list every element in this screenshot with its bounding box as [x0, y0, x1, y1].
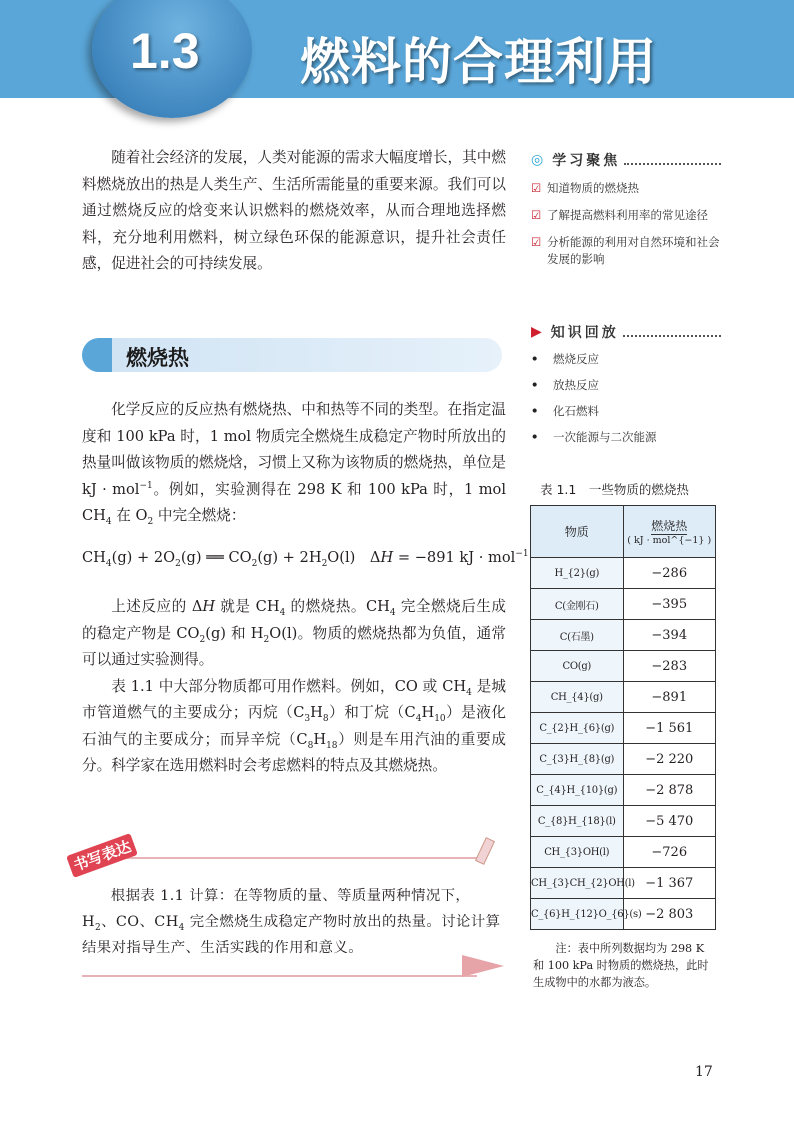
table-row: [531, 868, 716, 899]
chapter-title: 燃料的合理利用: [300, 33, 657, 91]
writing-prompt: [82, 883, 502, 961]
table-row: [531, 558, 716, 589]
column-header-heat: [623, 506, 716, 558]
table-row: [531, 899, 716, 930]
bullet-icon: •: [531, 404, 539, 418]
substance-cell: CO(g): [531, 651, 624, 682]
focus-item: 分析能源的利用对自然环境和社会发展的影响: [547, 235, 720, 266]
table-row: [531, 806, 716, 837]
table-caption: 表 1.1 一些物质的燃烧热: [540, 482, 689, 497]
arrow-icon: [462, 955, 504, 977]
table-row: [531, 744, 716, 775]
review-item: 化石燃料: [553, 404, 599, 418]
knowledge-review: [531, 322, 721, 446]
body-paragraph-1: [82, 397, 506, 530]
section-heading-bar: [82, 338, 502, 372]
table-row: [531, 682, 716, 713]
table-row: [531, 837, 716, 868]
bullet-icon: •: [531, 378, 539, 392]
table-row: [531, 775, 716, 806]
learning-focus: [531, 150, 721, 268]
heat-header-label: 燃烧热: [651, 519, 688, 533]
heat-value-cell: −726: [623, 837, 716, 868]
focus-icon: ◎: [531, 152, 547, 168]
substance-cell: C_{4}H_{10}(g): [531, 775, 624, 806]
substance-cell: C_{2}H_{6}(g): [531, 713, 624, 744]
substance-cell: CH_{4}(g): [531, 682, 624, 713]
bullet-icon: •: [531, 430, 539, 444]
intro-paragraph: [82, 145, 506, 278]
substance-cell: C_{8}H_{18}(l): [531, 806, 624, 837]
substance-cell: C_{3}H_{8}(g): [531, 744, 624, 775]
writing-text: 根据表 1.1 计算：在等物质的量、等质量两种情况下，$H_2$、CO、$CH_4$ 完全燃烧生成稳定产物时放出的热量。讨论计算结果对指导生产、生活实践的作用和意义。: [82, 888, 501, 956]
checkbox-icon: ☑: [531, 208, 542, 222]
focus-item: 知道物质的燃烧热: [547, 181, 639, 195]
body1-text: 化学反应的反应热有燃烧热、中和热等不同的类型。在指定温度和 100 kPa 时，1 mol 物质完全燃烧生成稳定产物时所放出的热量叫做该物质的燃烧焓，习惯上又称为该物质的燃烧热，单位是 kJ · mol$^{-1}$。例如，实验测得在 298 K 和 100 kPa 时，1 mol $CH_4$ 在 $O_2$ 中完全燃烧：: [82, 401, 506, 527]
writing-top-line: [120, 857, 480, 859]
heat-value-cell: −286: [623, 558, 716, 589]
heat-value-cell: −5 470: [623, 806, 716, 837]
substance-cell: H_{2}(g): [531, 558, 624, 589]
table-row: [531, 589, 716, 620]
table-row: [531, 713, 716, 744]
review-item: 一次能源与二次能源: [553, 430, 657, 444]
heat-header-unit: ( kJ · mol^{−1} ): [627, 535, 712, 546]
table-row: [531, 651, 716, 682]
review-item: 燃烧反应: [553, 352, 599, 366]
table-row: [531, 620, 716, 651]
writing-bottom-line: [82, 975, 477, 977]
column-header-substance: 物质: [531, 506, 624, 558]
substance-cell: C_{6}H_{12}O_{6}(s): [531, 899, 624, 930]
page-number: 17: [695, 1064, 713, 1080]
substance-cell: CH_{3}OH(l): [531, 837, 624, 868]
heat-value-cell: −395: [623, 589, 716, 620]
chapter-number: 1.3: [130, 23, 200, 79]
writing-label: 书写表达: [66, 833, 138, 878]
bullet-icon: •: [531, 352, 539, 366]
substance-cell: CH_{3}CH_{2}OH(l): [531, 868, 624, 899]
heat-value-cell: −283: [623, 651, 716, 682]
heat-value-cell: −2 878: [623, 775, 716, 806]
substance-cell: C(石墨): [531, 620, 624, 651]
body-paragraph-2: [82, 594, 506, 780]
heat-value-cell: −1 367: [623, 868, 716, 899]
review-item: 放热反应: [553, 378, 599, 392]
table-note: 注：表中所列数据均为 298 K 和 100 kPa 时物质的燃烧热，此时生成物中的水都为液态。: [533, 942, 709, 989]
focus-item: 了解提高燃料利用率的常见途径: [547, 208, 708, 222]
heat-value-cell: −394: [623, 620, 716, 651]
section-title: 燃烧热: [126, 346, 189, 370]
heat-value-cell: −2 220: [623, 744, 716, 775]
substance-cell: C(金刚石): [531, 589, 624, 620]
triangle-icon: ▶: [531, 324, 545, 340]
combustion-equation: $CH_4(g) + 2O_2(g)$ ══ $CO_2(g) + 2H_2O(l)$ ΔH = −891 kJ · mol$^{-1}$: [82, 549, 529, 569]
focus-title: 学习聚焦: [552, 153, 621, 169]
heat-value-cell: −2 803: [623, 899, 716, 930]
intro-text: 随着社会经济的发展，人类对能源的需求大幅度增长，其中燃料燃烧放出的热是人类生产、生活所需能量的重要来源。我们可以通过燃烧反应的焓变来认识燃料的燃烧效率，从而合理地选择燃料，充分地利用燃料，树立绿色环保的能源意识，提升社会责任感，促进社会的可持续发展。: [82, 149, 506, 272]
checkbox-icon: ☑: [531, 235, 542, 249]
body2-text: 上述反应的 ΔH 就是 $CH_4$ 的燃烧热。$CH_4$ 完全燃烧后生成的稳定产物是 $CO_2(g)$ 和 $H_2O(l)$。物质的燃烧热都为负值，通常可以通过实验测得。: [82, 598, 507, 668]
checkbox-icon: ☑: [531, 181, 542, 195]
pencil-icon: [475, 837, 495, 865]
review-title: 知识回放: [550, 325, 619, 341]
combustion-heat-table: [530, 505, 716, 930]
body3-text: 表 1.1 中大部分物质都可用作燃料。例如，CO 或 $CH_4$ 是城市管道燃气的主要成分；丙烷$(C_3H_8)$和丁烷$(C_4H_{10})$是液化石油气的主要成分；而异辛烷$(C_8H_{18})$则是车用汽油的重要成分。科学家在选用燃料时会考虑燃料的特点及其燃烧热。: [82, 677, 507, 774]
heat-value-cell: −891: [623, 682, 716, 713]
heat-value-cell: −1 561: [623, 713, 716, 744]
